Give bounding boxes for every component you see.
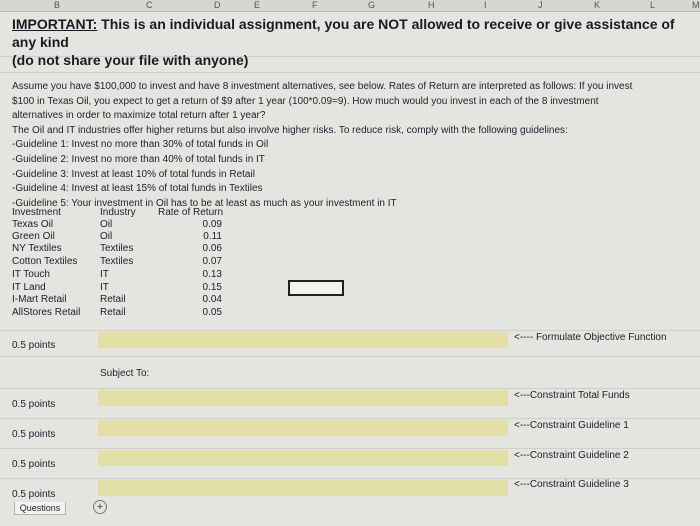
header-industry[interactable]: Industry: [100, 207, 136, 218]
grid-line: [0, 388, 700, 389]
points-label: 0.5 points: [12, 429, 56, 440]
constraint-label: <---Constraint Guideline 1: [514, 420, 629, 431]
points-label: 0.5 points: [12, 340, 56, 351]
cell-rate[interactable]: 0.11: [203, 231, 222, 242]
column-header[interactable]: E: [254, 0, 261, 10]
cell-investment[interactable]: IT Land: [12, 282, 46, 293]
cell-investment[interactable]: NY Textiles: [12, 243, 62, 254]
cell-rate[interactable]: 0.05: [202, 307, 222, 318]
instruction-line: -Guideline 3: Invest at least 10% of total funds in Retail: [12, 168, 255, 180]
points-label: 0.5 points: [12, 399, 56, 410]
cell-investment[interactable]: Green Oil: [12, 231, 55, 242]
answer-cell-objective[interactable]: [98, 332, 508, 348]
cell-industry[interactable]: Retail: [100, 307, 126, 318]
instruction-line: The Oil and IT industries offer higher returns but also involve higher risks. To reduce risk, comply with the following guidelines:: [12, 124, 568, 136]
cell-rate[interactable]: 0.07: [202, 256, 222, 267]
column-header[interactable]: F: [312, 0, 318, 10]
instruction-line: alternatives in order to maximize total return after 1 year?: [12, 110, 266, 122]
cell-investment[interactable]: Texas Oil: [12, 219, 54, 230]
cell-rate[interactable]: 0.09: [202, 219, 222, 230]
instruction-line: -Guideline 5: Your investment in Oil has to be at least as much as your investment in IT: [12, 197, 397, 209]
instruction-line: -Guideline 4: Invest at least 15% of total funds in Textiles: [12, 183, 263, 195]
cell-industry[interactable]: Oil: [100, 219, 113, 230]
instruction-line: -Guideline 1: Invest no more than 30% of total funds in Oil: [12, 139, 269, 151]
constraint-label: <---Constraint Total Funds: [514, 390, 630, 401]
constraint-label: <---Constraint Guideline 3: [514, 479, 629, 490]
instruction-line: Assume you have $100,000 to invest and have 8 investment alternatives, see below. Rates of Return are interpreted as follows: If you invest: [12, 81, 633, 92]
selected-cell[interactable]: [288, 280, 344, 296]
cell-rate[interactable]: 0.13: [202, 269, 222, 280]
cell-rate[interactable]: 0.15: [202, 282, 222, 293]
cell-investment[interactable]: I-Mart Retail: [12, 294, 67, 305]
sheet-tab-questions[interactable]: Questions: [14, 502, 66, 515]
notice-prefix: IMPORTANT:: [12, 16, 98, 32]
instructions: [12, 80, 682, 211]
column-header[interactable]: H: [428, 0, 435, 10]
column-header[interactable]: I: [484, 0, 487, 10]
subject-to-label: Subject To:: [100, 368, 150, 379]
cell-rate[interactable]: 0.06: [202, 243, 222, 254]
cell-industry[interactable]: Oil: [100, 231, 113, 242]
grid-line: [0, 72, 700, 73]
header-investment[interactable]: Investment: [12, 207, 61, 218]
points-label: 0.5 points: [12, 489, 56, 500]
column-header[interactable]: K: [594, 0, 601, 10]
cell-rate[interactable]: 0.04: [202, 294, 222, 305]
grid-line: [0, 418, 700, 419]
notice-text: This is an individual assignment, you are NOT allowed to receive or give assistance of any kind: [12, 16, 675, 50]
answer-cell-guideline-3[interactable]: [98, 480, 508, 496]
instruction-line: $100 in Texas Oil, you expect to get a return of $9 after 1 year (100*0.09=9). How much would you invest in each of the 8 investment: [12, 95, 599, 107]
grid-line: [0, 356, 700, 357]
notice-line-2: (do not share your file with anyone): [12, 52, 249, 68]
instruction-line: -Guideline 2: Invest no more than 40% of total funds in IT: [12, 153, 265, 165]
add-sheet-icon[interactable]: +: [93, 500, 107, 514]
answer-cell-constraint-total[interactable]: [98, 390, 508, 406]
column-header[interactable]: C: [146, 0, 153, 10]
cell-investment[interactable]: Cotton Textiles: [12, 256, 78, 267]
cell-industry[interactable]: IT: [100, 269, 109, 280]
column-header[interactable]: J: [538, 0, 543, 10]
cell-industry[interactable]: Textiles: [100, 256, 134, 267]
cell-investment[interactable]: IT Touch: [12, 269, 50, 280]
objective-label: <---- Formulate Objective Function: [514, 332, 667, 343]
column-header[interactable]: D: [214, 0, 221, 10]
cell-investment[interactable]: AllStores Retail: [12, 307, 81, 318]
answer-cell-guideline-2[interactable]: [98, 450, 508, 466]
column-header[interactable]: M: [692, 0, 700, 10]
answer-cell-guideline-1[interactable]: [98, 420, 508, 436]
cell-industry[interactable]: Retail: [100, 294, 126, 305]
column-header[interactable]: L: [650, 0, 656, 10]
column-header[interactable]: B: [54, 0, 61, 10]
cell-industry[interactable]: Textiles: [100, 243, 134, 254]
column-header[interactable]: G: [368, 0, 376, 10]
grid-line: [0, 448, 700, 449]
points-label: 0.5 points: [12, 459, 56, 470]
constraint-label: <---Constraint Guideline 2: [514, 450, 629, 461]
cell-industry[interactable]: IT: [100, 282, 109, 293]
header-rate[interactable]: Rate of Return: [158, 207, 224, 218]
assignment-notice: [12, 15, 698, 69]
column-header-bar: [0, 0, 700, 12]
grid-line: [0, 330, 700, 331]
